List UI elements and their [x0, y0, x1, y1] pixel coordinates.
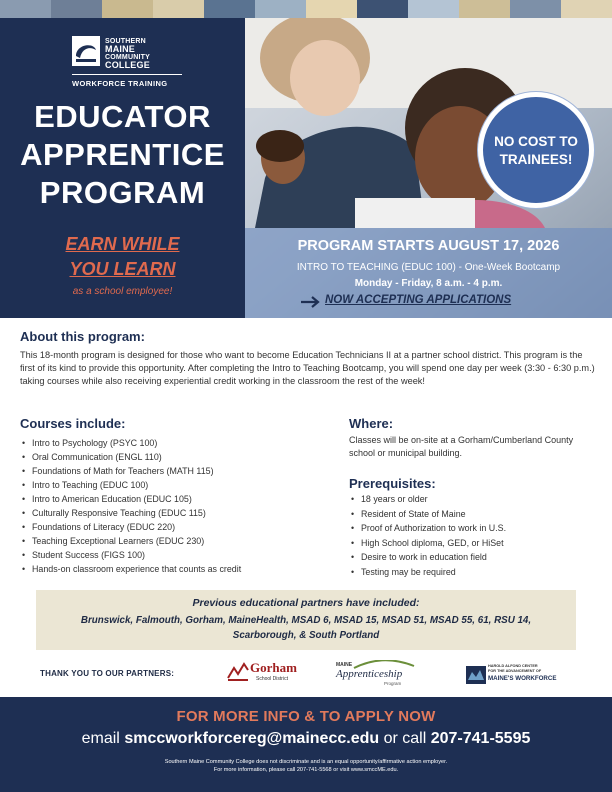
earn-line1: EARN WHILE [65, 234, 180, 254]
hero-panel [0, 18, 245, 318]
footer [0, 697, 612, 792]
list-item: • Testing may be required [349, 565, 594, 580]
program-intro: INTRO TO TEACHING (EDUC 100) - One-Week Bootcamp [296, 262, 561, 273]
footer-heading: FOR MORE INFO & TO APPLY NOW [176, 708, 436, 725]
color-block [459, 0, 510, 18]
list-item: • 18 years or older [349, 492, 594, 507]
apprenticeship-maine: MAINE [336, 662, 353, 668]
logo-line4: COLLEGE [105, 60, 150, 70]
list-item: • Student Success (FIGS 100) [20, 548, 320, 562]
email-prefix: email [81, 730, 125, 747]
list-item: • Resident of State of Maine [349, 507, 594, 522]
list-item: • Proof of Authorization to work in U.S. [349, 521, 594, 536]
earn-while-you-learn [0, 232, 245, 282]
color-block [408, 0, 459, 18]
footer-disclaimer [0, 758, 612, 774]
prerequisites-list [349, 492, 594, 580]
logo-line3: COMMUNITY [105, 54, 150, 61]
logo-line2: MAINE [105, 44, 135, 54]
gorham-name: Gorham [250, 660, 297, 675]
smcc-logo-icon [72, 36, 100, 66]
prerequisites-heading: Prerequisites: [349, 476, 436, 491]
alfond-center-logo [466, 664, 562, 688]
call-prefix: or call [379, 730, 431, 747]
alfond-line1a: HAROLD ALFOND CENTER [488, 664, 538, 668]
earn-line2: YOU LEARN [69, 259, 176, 279]
program-hours: Monday - Friday, 8 a.m. - 4 p.m. [354, 278, 503, 289]
where-body: Classes will be on-site at a Gorham/Cumberland County school or municipal building. [349, 435, 574, 458]
apprenticeship-program: Program [384, 681, 402, 686]
partners-list: Brunswick, Falmouth, Gorham, MaineHealth, MSAD 6, MSAD 15, MSAD 51, MSAD 55, 61, RSU 14, Scarborough, & South Portland [80, 615, 532, 641]
alfond-mark-icon [466, 666, 486, 684]
accepting-applications-link[interactable]: NOW ACCEPTING APPLICATIONS [325, 294, 512, 306]
maine-apprenticeship-logo [334, 660, 416, 688]
list-item: • Intro to Teaching (EDUC 100) [20, 478, 320, 492]
courses-list [20, 436, 320, 576]
logo-wordmark [105, 38, 150, 70]
page-title [0, 98, 245, 212]
disclaimer-line1: Southern Maine Community College does not discriminate and is an equal opportunity/affirmative action employer. [164, 759, 448, 765]
list-item: • Desire to work in education field [349, 550, 594, 565]
list-item: • Culturally Responsive Teaching (EDUC 115) [20, 506, 320, 520]
courses-heading: Courses include: [20, 416, 126, 431]
list-item: • Hands-on classroom experience that counts as credit [20, 562, 320, 576]
footer-contact [0, 730, 612, 748]
alfond-name: MAINE'S WORKFORCE [488, 675, 557, 682]
color-block [306, 0, 357, 18]
partners-box [36, 590, 576, 650]
color-block [0, 0, 51, 18]
gorham-sub: School District [256, 676, 288, 682]
list-item: • Foundations of Literacy (EDUC 220) [20, 520, 320, 534]
gorham-logo [226, 660, 306, 686]
list-item: • High School diploma, GED, or HiSet [349, 536, 594, 551]
color-block [204, 0, 255, 18]
color-block [255, 0, 306, 18]
title-line2: APPRENTICE [20, 137, 225, 172]
color-block [357, 0, 408, 18]
apprenticeship-name: Apprenticeship [336, 668, 403, 680]
color-block [561, 0, 612, 18]
badge-line2: TRAINEES! [499, 152, 573, 167]
employee-tagline: as a school employee! [72, 286, 173, 297]
badge-line1: NO COST TO [494, 134, 578, 149]
color-strip [0, 0, 612, 18]
partners-heading: Previous educational partners have included: [192, 597, 420, 609]
list-item: • Intro to Psychology (PSYC 100) [20, 436, 320, 450]
phone-link[interactable]: 207-741-5595 [430, 730, 531, 747]
list-item: • Intro to American Education (EDUC 105) [20, 492, 320, 506]
where-heading: Where: [349, 416, 394, 431]
alfond-line1b: FOR THE ADVANCEMENT OF [488, 668, 542, 673]
color-block [153, 0, 204, 18]
email-link[interactable]: smccworkforcereg@mainecc.edu [124, 730, 380, 747]
list-item: • Oral Communication (ENGL 110) [20, 450, 320, 464]
program-start-date: PROGRAM STARTS AUGUST 17, 2026 [297, 238, 560, 254]
list-item: • Teaching Exceptional Learners (EDUC 230) [20, 534, 320, 548]
title-line3: PROGRAM [39, 175, 206, 210]
logo-divider [72, 74, 182, 75]
gorham-mark-icon [226, 660, 250, 682]
logo-division: WORKFORCE TRAINING [72, 79, 168, 88]
list-item: • Foundations of Math for Teachers (MATH 115) [20, 464, 320, 478]
thank-you-partners: THANK YOU TO OUR PARTNERS: [40, 669, 175, 678]
title-line1: EDUCATOR [34, 99, 211, 134]
arrow-right-icon [300, 296, 322, 308]
about-heading: About this program: [20, 329, 145, 344]
alfond-line1 [488, 664, 541, 673]
color-block [510, 0, 561, 18]
smcc-logo [72, 36, 182, 86]
color-block [51, 0, 102, 18]
no-cost-badge [478, 92, 594, 208]
color-block [102, 0, 153, 18]
logo-line1: SOUTHERN [105, 38, 146, 45]
badge-text [483, 133, 589, 169]
about-body: This 18-month program is designed for those who want to become Education Technicians II at a partner school district. This program is the first of its kind to provide this opportunity. After completing the Intro to Teaching Bootcamp, you will spend one day per week (3:30 - 6:30 p.m.) taking courses while also receiving experiential credit working in the classroom the rest of the week! [20, 350, 595, 386]
disclaimer-line2: For more information, please call 207-741-5568 or visit www.smccME.edu. [213, 767, 399, 773]
